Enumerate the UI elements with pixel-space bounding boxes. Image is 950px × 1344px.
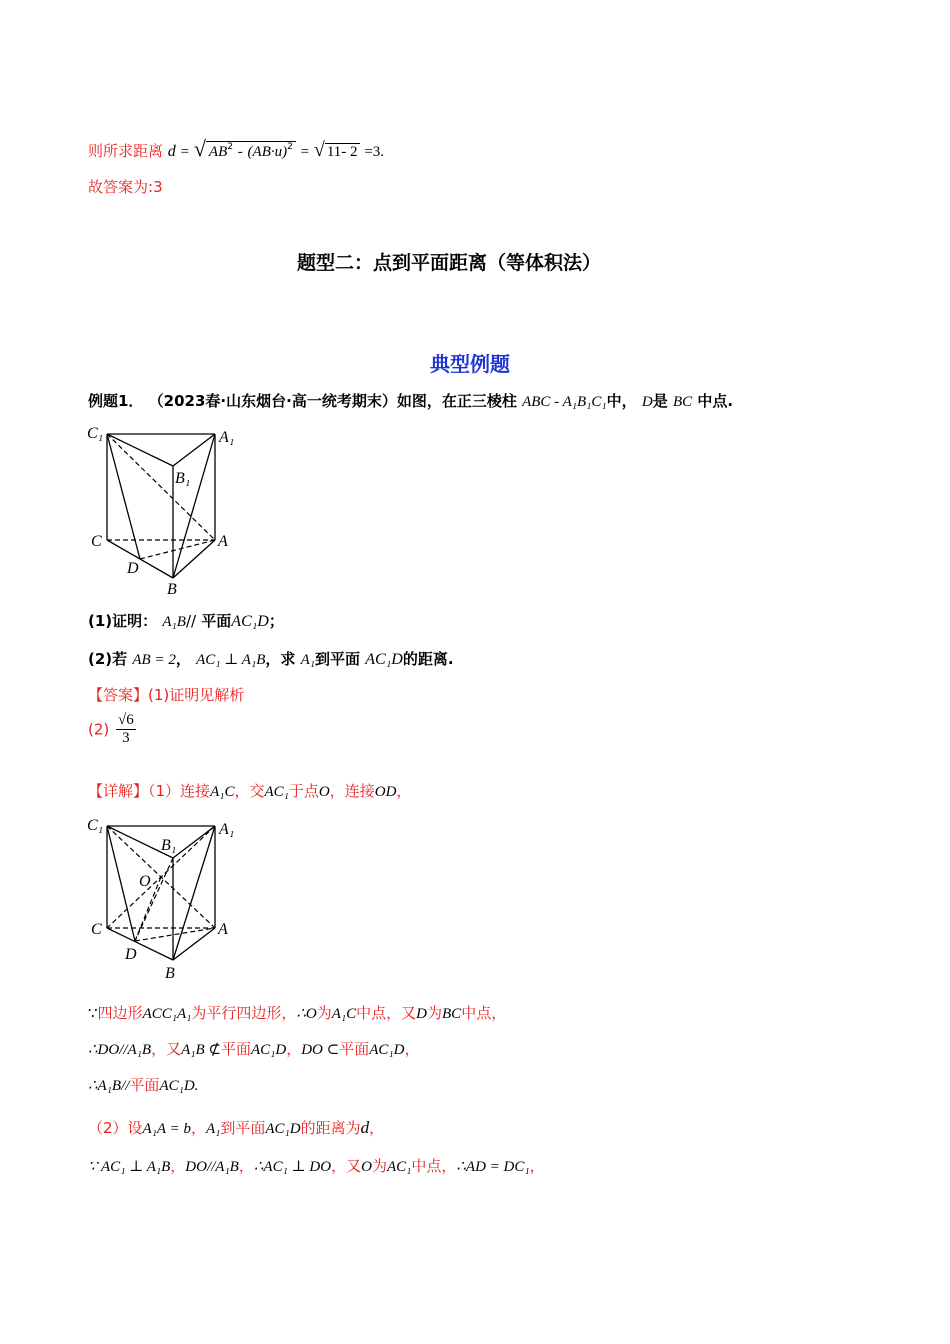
- l5-h: O: [361, 1159, 372, 1175]
- sqrt-inner-value: 11- 2: [326, 144, 358, 160]
- equals-sign: =: [180, 144, 190, 160]
- part1-end: ；: [268, 612, 284, 630]
- fraction-numerator: √6: [118, 712, 134, 728]
- l3-a: ∴A₁B//: [88, 1078, 130, 1094]
- l1-j: 为: [427, 1004, 443, 1022]
- edge-ba: [173, 540, 215, 578]
- solution-label: 【详解】: [88, 782, 149, 800]
- label-b: B: [167, 581, 177, 598]
- l4-f: AC₁D: [265, 1121, 301, 1137]
- part1-prefix: (1)证明：: [88, 612, 158, 630]
- part2-prefix: (2)若: [88, 650, 128, 668]
- answer-part2-prefix: (2): [88, 720, 110, 739]
- ab-u-text: (AB·u): [247, 144, 288, 160]
- part-2-question: [88, 648, 454, 669]
- l2-h: 平面: [339, 1040, 370, 1058]
- edge-c1d: [107, 826, 135, 941]
- l5-g: 又: [346, 1157, 362, 1175]
- solution-line-3: [88, 1074, 198, 1095]
- l1-l: 中点，: [461, 1004, 507, 1022]
- label-b: B: [165, 965, 175, 982]
- l2-e: AC₁D: [250, 1042, 287, 1058]
- answer-part-1: (1)证明见解析: [148, 686, 245, 704]
- label-b1: B₁: [175, 470, 191, 487]
- l5-a: ∵ AC₁ ⊥ A₁B: [88, 1159, 171, 1175]
- label-a: A: [218, 533, 228, 550]
- example-source: （2023春·山东烟台·高一统考期末）如图，在正三棱柱: [148, 392, 517, 410]
- part2-comma: ，: [175, 650, 191, 668]
- label-b1: B₁: [161, 837, 177, 854]
- l2-i: AC₁D: [369, 1042, 405, 1058]
- part2-point: A₁: [300, 652, 315, 668]
- l2-d: 平面: [220, 1040, 251, 1058]
- point-d: D: [641, 394, 653, 410]
- var-d: d: [167, 143, 176, 160]
- l5-d: ，: [238, 1157, 254, 1175]
- edge-a1b: [173, 434, 215, 578]
- minus-sign: -: [237, 144, 243, 160]
- part2-condition-2: AC₁ ⊥ A₁B: [196, 652, 266, 668]
- l4-b: A₁A = b: [142, 1121, 191, 1137]
- l5-c: DO//A₁B: [185, 1159, 239, 1175]
- l1-f: 为: [316, 1004, 332, 1022]
- part1-line: A₁B: [162, 614, 186, 630]
- l2-g: DO ⊂: [301, 1042, 340, 1058]
- l1-d: 为平行四边形，: [191, 1004, 297, 1022]
- l2-b: ，又: [151, 1040, 182, 1058]
- sq-1: 2: [227, 142, 233, 152]
- l3-c: AC₁D.: [159, 1078, 199, 1094]
- example-is: 是: [652, 392, 668, 410]
- s1-i: ，: [396, 782, 412, 800]
- part2-end: 的距离.: [402, 650, 454, 668]
- l4-i: ，: [369, 1119, 385, 1137]
- label-o: O: [139, 873, 151, 890]
- answer-label: 【答案】: [88, 686, 149, 704]
- l1-b: 四边形: [97, 1004, 143, 1022]
- edge-a1b: [173, 826, 215, 960]
- l5-k: 中点，: [411, 1157, 457, 1175]
- label-d: D: [127, 560, 139, 577]
- answer-part-2: [88, 712, 136, 747]
- l1-g: A₁C: [331, 1006, 357, 1022]
- l5-b: ，: [170, 1157, 186, 1175]
- part2-plane-name: AC₁D: [365, 651, 403, 668]
- s1-c: ，交: [234, 782, 265, 800]
- s1-e: 于点: [288, 782, 319, 800]
- subsection-title: 典型例题: [430, 352, 510, 376]
- s1-d: AC₁: [264, 784, 289, 800]
- l5-j: AC₁: [386, 1159, 412, 1175]
- example-label: 例题1．: [88, 392, 144, 410]
- solution-line-2: [88, 1038, 419, 1059]
- answer-line: [88, 176, 163, 197]
- edge-c1a-dashed: [107, 434, 215, 540]
- example-end: 中点.: [697, 392, 734, 410]
- s1-b: A₁C: [210, 784, 235, 800]
- l1-c: ACC₁A₁: [142, 1006, 192, 1022]
- label-a: A: [218, 921, 228, 938]
- answer-value: 3: [153, 178, 163, 196]
- l5-m: ，: [529, 1157, 545, 1175]
- solution-line-1: [88, 1002, 506, 1023]
- label-c1: C₁: [87, 817, 104, 834]
- solution-line-5: [88, 1155, 545, 1176]
- part1-plane-name: AC₁D: [231, 613, 269, 630]
- l5-i: 为: [371, 1157, 387, 1175]
- answer-fraction: [116, 712, 136, 747]
- s1-a: （1）连接: [148, 782, 211, 800]
- l2-f: ，: [286, 1040, 302, 1058]
- part1-parallel: //: [185, 612, 197, 630]
- l5-f: ，: [331, 1157, 347, 1175]
- l4-g: 的距离为: [300, 1119, 361, 1137]
- example-1-heading: [88, 390, 733, 411]
- l5-l: ∴AD = DC₁: [456, 1159, 530, 1175]
- label-a1: A₁: [219, 821, 235, 838]
- sqrt-expression-2: √ 11- 2: [313, 139, 358, 161]
- l4-d: A₁: [205, 1121, 221, 1137]
- edge-ba: [173, 928, 215, 960]
- edge-c1b1: [107, 434, 173, 466]
- edge-b1a1: [173, 434, 215, 466]
- fraction-denominator: 3: [122, 730, 130, 746]
- prism-figure-2: [85, 808, 250, 986]
- sq-2: 2: [287, 142, 293, 152]
- label-c: C: [91, 533, 102, 550]
- label-d: D: [125, 946, 137, 963]
- solution-step-1: [88, 780, 411, 801]
- equals-sign-2: =: [300, 144, 310, 160]
- part2-ask: ，求: [265, 650, 296, 668]
- prism-figure-1: [85, 420, 250, 598]
- l4-c: ，: [190, 1119, 206, 1137]
- result-value: =3.: [364, 144, 385, 160]
- answer-block: [88, 684, 244, 705]
- l3-b: 平面: [129, 1076, 160, 1094]
- distance-intro-text: 则所求距离: [88, 142, 164, 160]
- section-title: 题型二：点到平面距离（等体积法）: [297, 252, 602, 274]
- l2-j: ，: [404, 1040, 420, 1058]
- part2-condition-1: AB = 2: [132, 652, 176, 668]
- label-c: C: [91, 921, 102, 938]
- label-c1: C₁: [87, 425, 104, 442]
- l1-e: ∴O: [296, 1006, 317, 1022]
- l4-e: 到平面: [220, 1119, 266, 1137]
- edge-da-dashed: [135, 928, 215, 941]
- edge-b1a1: [173, 826, 215, 858]
- l1-h: 中点，又: [356, 1004, 417, 1022]
- s1-g: ，连接: [329, 782, 375, 800]
- label-a1: A₁: [219, 429, 235, 446]
- s1-h: OD: [374, 784, 397, 800]
- l1-k: BC: [442, 1006, 462, 1022]
- sqrt-expression-1: √ $AB^2 - (AB\cdot u)^2$: [194, 136, 296, 162]
- l1-a: ∵: [88, 1006, 98, 1022]
- segment-bc: BC: [672, 394, 693, 410]
- l1-i: D: [416, 1006, 427, 1022]
- l2-a: ∴DO//A₁B: [88, 1042, 152, 1058]
- part2-to-plane: 到平面: [315, 650, 361, 668]
- l2-c: A₁B ⊄: [181, 1042, 221, 1058]
- solution-line-4: [88, 1117, 384, 1138]
- answer-prefix: 故答案为:: [88, 178, 154, 196]
- distance-formula-line: [88, 136, 384, 162]
- part-1-question: [88, 610, 284, 631]
- l4-h: d: [360, 1118, 370, 1137]
- l5-e: ∴AC₁ ⊥ DO: [253, 1159, 332, 1175]
- prism-name: ABC - A₁B₁C₁: [522, 394, 607, 410]
- l4-a: （2）设: [88, 1119, 143, 1137]
- s1-f: O: [318, 784, 330, 800]
- edge-cb: [107, 928, 173, 960]
- part1-plane: 平面: [201, 612, 232, 630]
- example-mid-text: 中，: [606, 392, 637, 410]
- ab-text: AB: [208, 144, 228, 160]
